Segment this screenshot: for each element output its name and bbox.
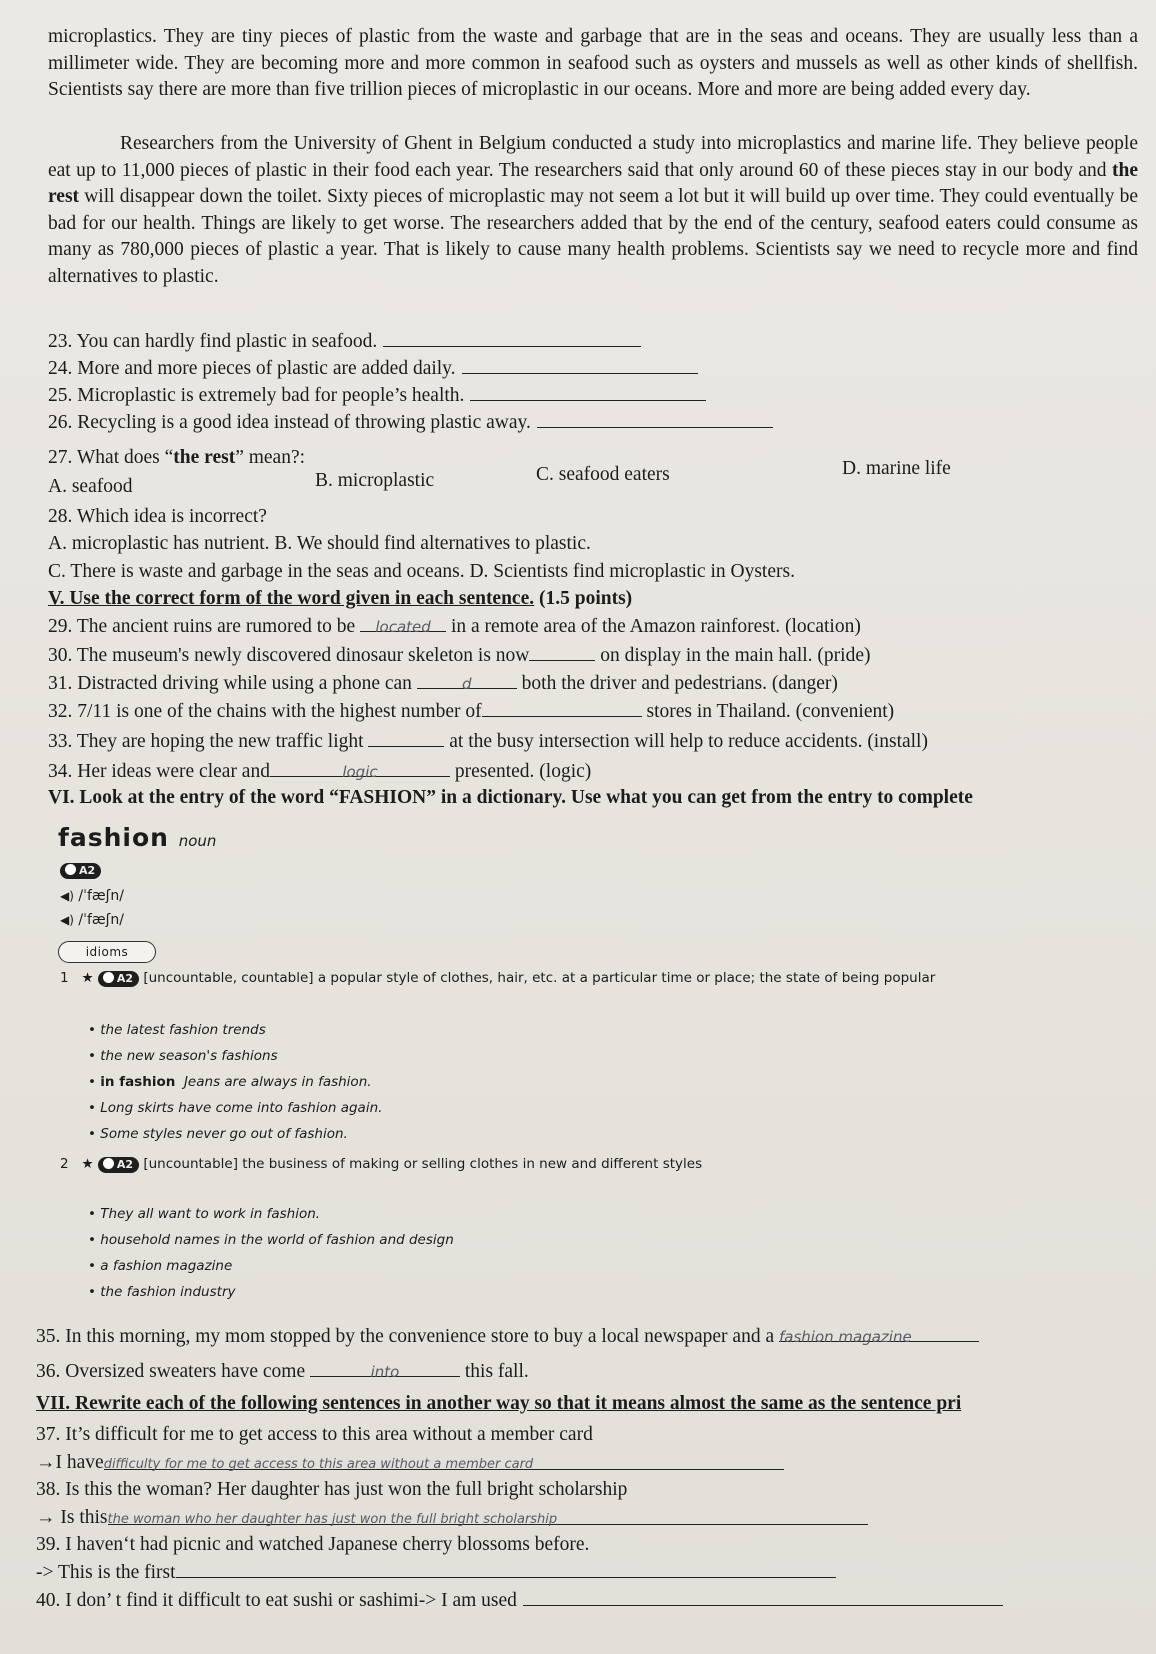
question-28: 28. Which idea is incorrect? <box>48 506 267 527</box>
question-36: 36. Oversized sweaters have come into this fall. <box>36 1361 529 1382</box>
sense-1: 1 ★ A2 [uncountable, countable] a popular style of clothes, hair, etc. at a particular time or place; the state of being popular <box>60 970 936 986</box>
answer-blank-31[interactable]: d <box>417 672 517 689</box>
idioms-button[interactable]: idioms <box>58 941 156 963</box>
question-38-answer: → Is thisthe woman who her daughter has just won the full bright scholarship <box>36 1506 868 1530</box>
question-38: 38. Is this the woman? Her daughter has just won the full bright scholarship <box>36 1479 628 1500</box>
question-27: 27. What does “the rest” mean?: <box>48 447 306 468</box>
speaker-icon[interactable]: ◀) <box>60 913 74 927</box>
question-35: 35. In this morning, my mom stopped by the convenience store to buy a local newspaper and a fashion magazine <box>36 1325 979 1349</box>
option-27-b[interactable]: B. microplastic <box>315 470 435 491</box>
answer-blank-36[interactable]: into <box>310 1360 460 1377</box>
answer-blank-23[interactable] <box>383 330 641 347</box>
dictionary-headword: fashion noun <box>58 823 217 852</box>
question-33: 33. They are hoping the new traffic light at the busy intersection will help to reduce accidents. (install) <box>48 731 928 752</box>
question-37: 37. It’s difficult for me to get access to this area without a member card <box>36 1424 593 1445</box>
question-32: 32. 7/11 is one of the chains with the highest number of stores in Thailand. (convenient) <box>48 701 895 722</box>
sense-2-example: • They all want to work in fashion. <box>88 1206 321 1222</box>
question-25: 25. Microplastic is extremely bad for people’s health. <box>48 384 706 408</box>
passage-text-1: microplastics. They are tiny pieces of plastic from the waste and garbage that are in the seas and oceans. They are usually less than a millimeter wide. They are becoming more and more common in seafood such as oysters and mussels as well as other kinds of shellfish. Scientists say there are more than five trillion pieces of microplastic in our oceans. More and more are being added every day. <box>48 26 1138 100</box>
question-29: 29. The ancient ruins are rumored to be located in a remote area of the Amazon rainforest. (location) <box>48 616 861 637</box>
question-39-answer: -> This is the first <box>36 1561 836 1585</box>
sense-1-example: • in fashion Jeans are always in fashion. <box>88 1074 372 1090</box>
sense-1-example: • Long skirts have come into fashion again. <box>88 1100 383 1116</box>
speaker-icon[interactable]: ◀) <box>60 889 74 903</box>
answer-blank-26[interactable] <box>537 411 773 428</box>
star-icon: ★ <box>81 970 94 986</box>
answer-blank-24[interactable] <box>462 357 698 374</box>
answer-blank-29[interactable]: located <box>360 615 446 632</box>
question-40: 40. I don’ t find it difficult to eat sushi or sashimi-> I am used <box>36 1589 1003 1613</box>
option-27-a[interactable]: A. seafood <box>48 476 133 497</box>
passage-text-2b: will disappear down the toilet. Sixty pieces of microplastic may not seem a lot but it will build up over time. They could eventually be bad for our health. Things are likely to get worse. The researchers added that by the end of the century, seafood eaters could consume as many as 780,000 pieces of plastic a year. That is likely to cause many health problems. Scientists say we need to recycle more and find alternatives to plastic. <box>48 186 1138 287</box>
option-27-d[interactable]: D. marine life <box>842 458 951 479</box>
passage-paragraph-1 <box>48 24 1138 104</box>
sense-1-example: • the latest fashion trends <box>88 1022 266 1038</box>
section-6-heading: VI. Look at the entry of the word “FASHION” in a dictionary. Use what you can get from the entry to complete <box>48 787 973 808</box>
question-34: 34. Her ideas were clear and logic presented. (logic) <box>48 761 592 782</box>
sense-2-example: • the fashion industry <box>88 1284 236 1300</box>
option-27-c[interactable]: C. seafood eaters <box>536 464 670 485</box>
answer-blank-33[interactable] <box>368 730 444 747</box>
question-31: 31. Distracted driving while using a phone can d both the driver and pedestrians. (danger) <box>48 673 838 694</box>
sense-2-example: • a fashion magazine <box>88 1258 233 1274</box>
answer-blank-30[interactable] <box>529 644 595 661</box>
question-26: 26. Recycling is a good idea instead of throwing plastic away. <box>48 411 773 435</box>
question-30: 30. The museum's newly discovered dinosaur skeleton is now on display in the main hall. (pride) <box>48 645 871 666</box>
section-5-heading: V. Use the correct form of the word given in each sentence. (1.5 points) <box>48 588 633 609</box>
answer-blank-39[interactable] <box>176 1561 836 1578</box>
answer-blank-35[interactable]: fashion magazine <box>779 1325 979 1342</box>
question-39: 39. I haven‘t had picnic and watched Japanese cherry blossoms before. <box>36 1534 590 1555</box>
question-23: 23. You can hardly find plastic in seafood. <box>48 330 641 354</box>
sense-2-example: • household names in the world of fashion and design <box>88 1232 454 1248</box>
answer-blank-40[interactable] <box>523 1589 1003 1606</box>
question-28-options-1[interactable]: A. microplastic has nutrient. B. We should find alternatives to plastic. <box>48 533 591 554</box>
answer-blank-37[interactable]: difficulty for me to get access to this area without a member card <box>104 1453 784 1470</box>
the-rest-bold: the rest <box>48 159 1138 207</box>
answer-blank-25[interactable] <box>470 384 706 401</box>
question-24: 24. More and more pieces of plastic are added daily. <box>48 357 698 381</box>
passage-paragraph-2 <box>48 131 1138 290</box>
sense-2: 2 ★ A2 [uncountable] the business of making or selling clothes in new and different styles <box>60 1156 703 1172</box>
sense-1-example: • the new season's fashions <box>88 1048 278 1064</box>
section-7-heading: VII. Rewrite each of the following sentences in another way so that it means almost the same as the sentence pri <box>36 1393 962 1414</box>
level-badge: A2 <box>60 862 101 879</box>
pronunciation-uk: ◀) /ˈfæʃn/ <box>60 888 124 904</box>
answer-blank-38[interactable]: the woman who her daughter has just won the full bright scholarship <box>108 1508 868 1525</box>
question-37-answer: →I havedifficulty for me to get access to this area without a member card <box>36 1451 784 1475</box>
answer-blank-32[interactable] <box>482 700 642 717</box>
passage-text-2a: Researchers from the University of Ghent in Belgium conducted a study into microplastics and marine life. They believe people eat up to 11,000 pieces of plastic in their food each year. The researchers said that only around 60 of these pieces stay in our body and <box>48 133 1138 181</box>
question-28-options-2[interactable]: C. There is waste and garbage in the seas and oceans. D. Scientists find microplastic in Oysters. <box>48 561 795 582</box>
pronunciation-us: ◀) /ˈfæʃn/ <box>60 912 124 928</box>
sense-1-example: • Some styles never go out of fashion. <box>88 1126 348 1142</box>
star-icon: ★ <box>81 1156 94 1172</box>
answer-blank-34[interactable]: logic <box>270 760 450 777</box>
